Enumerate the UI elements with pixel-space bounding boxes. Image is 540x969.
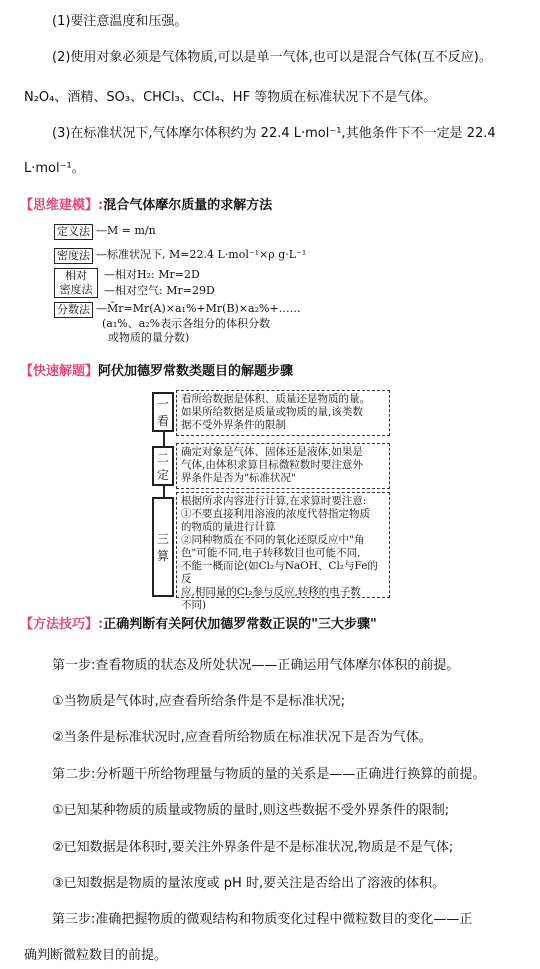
body-line: ①当物质是气体时,应查看所给条件是不是标准状况; bbox=[52, 694, 346, 709]
section-heading-modeling bbox=[20, 194, 272, 213]
section-title: 正确判断有关阿伏加德罗常数正误的"三大步骤" bbox=[103, 617, 377, 632]
step-2-text: 确定对象是气体、固体还是液体,如果是 气体,由体积求算目标微粒数时要注意外 界条件是否为"标准状况" bbox=[176, 443, 390, 489]
step-1-text: 看所给数据是体积、质量还是物质的量。 如果所给数据是质量或物质的量,该类数 据不受外界条件的限制 bbox=[176, 390, 390, 436]
definition-equation: —M = m/n bbox=[96, 224, 156, 237]
step-3-text: 根据所求内容进行计算,在求算时要注意: ①不要直接利用溶液的浓度代替指定物质 的物质的量进行计算 ②同种物质在不同的氧化还原反应中"角 色"可能不同,电子转移数目也可能不同, 不能一概而论(如Cl₂与NaOH、Cl₂与Fe的反 应,相同量的Cl₂参与反应,转移的电子数 不同) bbox=[176, 492, 390, 598]
section-title: 混合气体摩尔质量的求解方法 bbox=[103, 198, 273, 213]
section-tag: 【思维建模】: bbox=[20, 198, 104, 213]
body-line: ②当条件是标准状况时,应查看所给物质在标准状况下是否为气体。 bbox=[52, 730, 432, 745]
step-3-label: 三 算 bbox=[152, 497, 174, 597]
fraction-note-2: 或物质的量分数) bbox=[108, 331, 190, 344]
body-line: 第二步:分析题干所给物理量与物质的量的关系是——正确进行换算的前提。 bbox=[52, 767, 486, 782]
body-line: ①已知某种物质的质量或物质的量时,则这些数据不受外界条件的限制; bbox=[52, 803, 450, 818]
relative-h2-equation: —相对H₂: Mr=2D bbox=[104, 268, 200, 281]
para-2: (2)使用对象必须是气体物质,可以是单一气体,也可以是混合气体(互不反应)。 bbox=[52, 50, 492, 65]
connector bbox=[163, 430, 165, 446]
fraction-method-label: 分数法 bbox=[54, 302, 93, 318]
section-heading-method-tips bbox=[20, 613, 377, 632]
body-line: 确判断微粒数目的前提。 bbox=[24, 948, 168, 963]
definition-method-label: 定义法 bbox=[54, 224, 93, 240]
body-line: 第一步:查看物质的状态及所处状况——正确运用气体摩尔体积的前提。 bbox=[52, 658, 460, 673]
body-line: 第三步:准确把握物质的微观结构和物质变化过程中微粒数目的变化——正 bbox=[52, 912, 473, 927]
para-5: L·mol⁻¹。 bbox=[24, 161, 85, 176]
relative-air-equation: —相对空气: Mr=29D bbox=[104, 284, 215, 297]
density-equation: —标准状况下, M=22.4 L·mol⁻¹×ρ g·L⁻¹ bbox=[96, 248, 307, 261]
para-1: (1)要注意温度和压强。 bbox=[52, 14, 188, 29]
body-line: ②已知数据是体积时,要关注外界条件是不是标准状况,物质是不是气体; bbox=[52, 840, 454, 855]
relative-density-label-line1: 相对 bbox=[65, 269, 87, 282]
relative-density-method-label bbox=[54, 268, 98, 298]
density-method-label: 密度法 bbox=[54, 248, 93, 264]
section-title: 阿伏加德罗常数类题目的解题步骤 bbox=[98, 364, 294, 379]
fraction-equation: —M̄r=Mr(A)×a₁%+Mr(B)×a₂%+…… bbox=[96, 302, 301, 315]
para-3: N₂O₄、酒精、SO₃、CHCl₃、CCl₄、HF 等物质在标准状况下不是气体。 bbox=[24, 90, 437, 105]
step-1-label: 一 看 bbox=[152, 392, 174, 432]
relative-density-label-line2: 密度法 bbox=[59, 283, 93, 296]
para-4: (3)在标准状况下,气体摩尔体积约为 22.4 L·mol⁻¹,其他条件下不一定是 22.4 bbox=[52, 126, 496, 141]
body-line: ③已知数据是物质的量浓度或 pH 时,要关注是否给出了溶液的体积。 bbox=[52, 876, 446, 891]
section-tag: 【快速解题】 bbox=[20, 364, 99, 379]
section-tag: 【方法技巧】: bbox=[20, 617, 104, 632]
section-heading-quick-solve bbox=[20, 360, 293, 379]
fraction-note-1: (a₁%、a₂%表示各组分的体积分数 bbox=[102, 317, 271, 330]
step-2-label: 二 定 bbox=[152, 446, 174, 486]
